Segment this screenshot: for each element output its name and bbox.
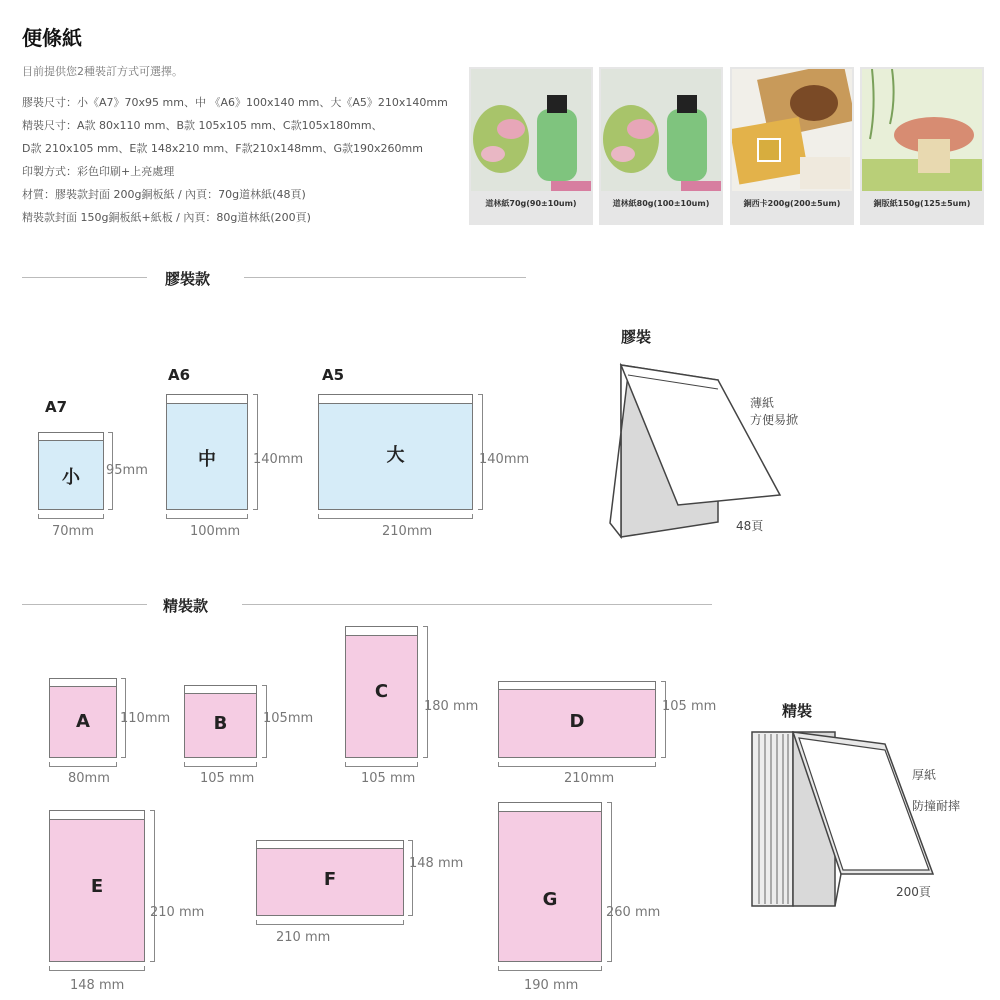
intro-text: 目前提供您2種裝訂方式可選擇。 [22,65,183,78]
section-divider [242,604,712,605]
spec-line: 膠裝尺寸：小《A7》70x95 mm、中 《A6》100x140 mm、大《A5》210x140mm [22,96,448,109]
height-label: 110mm [120,711,171,726]
width-bracket [49,966,145,971]
height-label: 260 mm [606,905,661,920]
width-bracket [49,762,117,767]
paper-sample-card [730,67,854,225]
glue-note-thin: 薄紙 [750,396,775,410]
paper-sample-card [860,67,984,225]
pad-letter: F [323,869,337,890]
height-label: 105 mm [662,699,717,714]
pad-a [49,678,117,758]
paper-caption: 道林紙70g(90±10um) [485,199,577,208]
paper-sample-card [469,67,593,225]
glue-section-title: 膠裝款 [165,270,211,288]
width-bracket [38,514,104,519]
pad-letter: B [213,713,228,734]
pad-f [256,840,404,916]
cake-gift-photo [732,69,852,191]
width-bracket [498,966,602,971]
pad-letter: 中 [198,449,216,470]
width-label: 148 mm [70,978,125,993]
pad-small [38,432,104,510]
pad-letter: E [90,876,104,897]
paper-caption: 銅版紙150g(125±5um) [873,199,971,208]
width-bracket [256,920,404,925]
height-bracket [661,681,666,758]
hard-section-title: 精裝款 [163,597,209,615]
size-name-a6: A6 [168,366,191,384]
section-divider [22,277,147,278]
size-name-a5: A5 [322,366,345,384]
glue-pages: 48頁 [736,519,764,533]
glue-binding-title: 膠裝 [621,328,652,346]
pad-b [184,685,257,758]
spec-line: 精裝款封面 150g銅板紙+紙板 / 內頁：80g道林紙(200頁) [22,211,311,224]
width-label: 105 mm [361,771,416,786]
pad-e [49,810,145,962]
height-label: 140mm [253,452,304,467]
height-label: 140mm [479,452,530,467]
section-divider [244,277,526,278]
spec-line: 精裝尺寸：A款 80x110 mm、B款 105x105 mm、C款105x180mm、 [22,119,383,132]
height-label: 95mm [106,463,148,478]
hard-note-durable: 防撞耐摔 [912,799,961,813]
height-label: 148 mm [409,856,464,871]
height-label: 180 mm [424,699,479,714]
pad-large [318,394,473,510]
width-label: 80mm [68,771,110,786]
mushroom-house-photo [862,69,982,191]
flower-bottle-photo [471,69,591,191]
size-name-a7: A7 [45,398,68,416]
pad-letter: C [374,681,389,702]
height-bracket [423,626,428,758]
page-title: 便條紙 [22,26,82,50]
flower-bottle-photo [601,69,721,191]
width-label: 100mm [190,524,241,539]
glue-note-easy: 方便易掀 [750,413,799,427]
pad-letter: G [542,889,558,910]
width-bracket [345,762,418,767]
paper-caption: 銅西卡200g(200±5um) [743,199,841,208]
width-label: 105 mm [200,771,255,786]
width-bracket [318,514,473,519]
spec-line: 材質：膠裝款封面 200g銅板紙 / 內頁：70g道林紙(48頁) [22,188,306,201]
pad-letter: A [76,711,90,732]
width-label: 70mm [52,524,94,539]
width-bracket [498,762,656,767]
height-bracket [150,810,155,962]
hard-pages: 200頁 [896,885,931,899]
pad-letter: D [569,711,585,732]
pad-letter: 大 [386,445,405,466]
height-bracket [408,840,413,916]
hard-binding-title: 精裝 [782,702,813,720]
width-label: 210mm [564,771,615,786]
width-label: 190 mm [524,978,579,993]
section-divider [22,604,147,605]
pad-medium [166,394,248,510]
width-bracket [184,762,257,767]
spec-line: D款 210x105 mm、E款 148x210 mm、F款210x148mm、G款190x260mm [22,142,423,155]
height-bracket [607,802,612,962]
hard-note-thick: 厚紙 [912,768,937,782]
pad-letter: 小 [62,467,80,488]
spec-line: 印製方式：彩色印刷+上亮處理 [22,165,175,178]
pad-g [498,802,602,962]
paper-sample-card [599,67,723,225]
pad-d [498,681,656,758]
width-label: 210 mm [276,930,331,945]
height-label: 105mm [263,711,314,726]
paper-caption: 道林紙80g(100±10um) [612,199,710,208]
pad-c [345,626,418,758]
height-label: 210 mm [150,905,205,920]
width-label: 210mm [382,524,433,539]
width-bracket [166,514,248,519]
